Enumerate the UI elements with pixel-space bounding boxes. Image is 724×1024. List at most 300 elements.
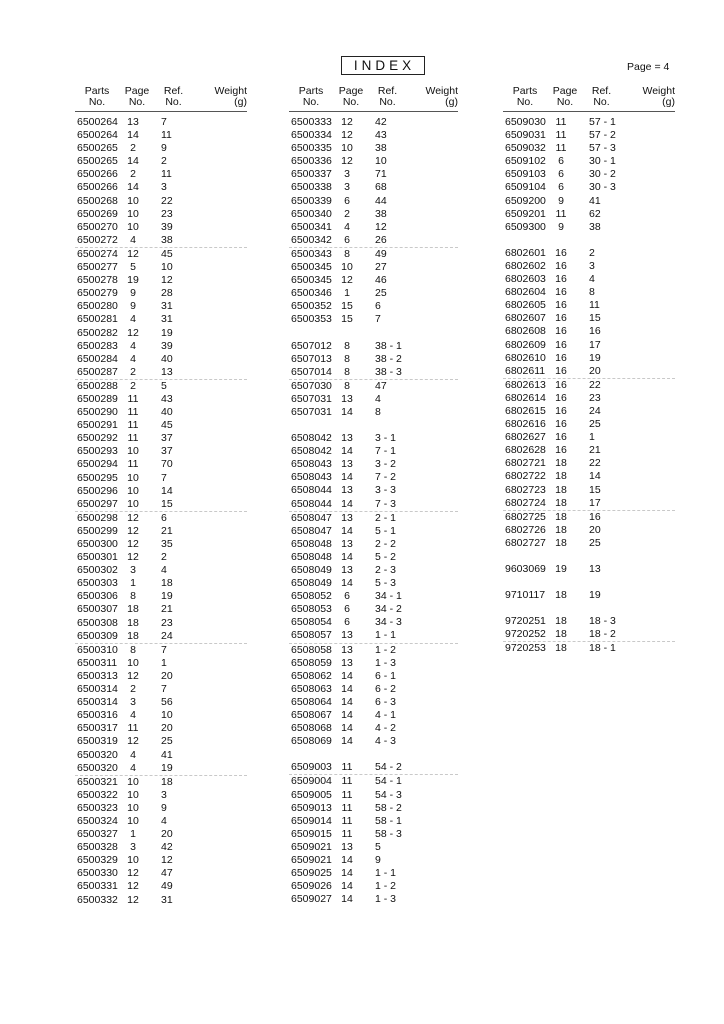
ref-number: 18 - 1 xyxy=(589,642,616,655)
page-number-cell: 8 xyxy=(130,643,136,656)
part-number: 6500290 xyxy=(77,406,118,419)
ref-number: 1 xyxy=(161,656,167,669)
page-number-cell: 18 xyxy=(555,628,567,641)
page-number-cell: 14 xyxy=(341,682,353,695)
page-number-cell: 4 xyxy=(130,233,136,246)
part-number: 6500268 xyxy=(77,194,118,207)
part-number: 6500342 xyxy=(291,233,332,246)
page-number-cell: 4 xyxy=(130,761,136,774)
index-row xyxy=(75,551,247,564)
part-number: 6500311 xyxy=(77,656,118,669)
ref-number: 31 xyxy=(161,300,173,313)
part-number: 6508059 xyxy=(291,656,332,669)
ref-number: 45 xyxy=(161,247,173,260)
index-row xyxy=(503,195,675,208)
ref-number: 8 xyxy=(375,405,381,418)
index-row xyxy=(503,457,675,470)
index-row xyxy=(289,867,458,880)
part-number: 6500323 xyxy=(77,801,118,814)
ref-number: 1 - 3 xyxy=(375,656,397,669)
part-number: 6500336 xyxy=(291,155,332,168)
header-weight: Weight (g) xyxy=(425,85,458,108)
ref-number: 25 xyxy=(375,287,387,300)
ref-number: 7 xyxy=(161,683,167,696)
index-row xyxy=(503,168,675,181)
index-row xyxy=(75,208,247,221)
part-number: 6509300 xyxy=(505,220,546,233)
ref-number: 4 - 3 xyxy=(375,735,397,748)
page-number-cell: 12 xyxy=(127,326,139,339)
page-number-cell: 4 xyxy=(130,748,136,761)
ref-number: 4 xyxy=(161,814,167,827)
index-row xyxy=(289,432,458,445)
index-row xyxy=(75,327,247,340)
index-row xyxy=(75,274,247,287)
page-number-cell: 14 xyxy=(341,735,353,748)
index-row xyxy=(503,260,675,273)
index-row xyxy=(75,841,247,854)
ref-number: 21 xyxy=(161,524,173,537)
ref-number: 1 - 3 xyxy=(375,893,397,906)
ref-number: 15 xyxy=(589,483,601,496)
index-row xyxy=(75,683,247,696)
ref-number: 71 xyxy=(375,168,387,181)
page-number-cell: 18 xyxy=(555,589,567,602)
index-row xyxy=(289,590,458,603)
part-number: 6500338 xyxy=(291,181,332,194)
part-number: 6508068 xyxy=(291,722,332,735)
page-number-cell: 12 xyxy=(127,511,139,524)
part-number: 6508062 xyxy=(291,669,332,682)
index-row xyxy=(503,352,675,365)
index-row xyxy=(75,485,247,498)
ref-number: 1 - 1 xyxy=(375,629,397,642)
ref-number: 16 xyxy=(589,325,601,338)
part-number: 6509004 xyxy=(291,775,332,788)
ref-number: 4 - 1 xyxy=(375,709,397,722)
page-number-cell: 10 xyxy=(127,656,139,669)
part-number: 6509003 xyxy=(291,761,332,774)
index-group xyxy=(289,116,458,247)
index-row xyxy=(75,300,247,313)
page-number-cell: 13 xyxy=(341,392,353,405)
index-row xyxy=(75,393,247,406)
part-number: 6500265 xyxy=(77,142,118,155)
page-number-cell: 14 xyxy=(127,155,139,168)
part-number: 6507012 xyxy=(291,339,332,352)
part-number: 6500303 xyxy=(77,577,118,590)
page-number-cell: 14 xyxy=(127,181,139,194)
page-number-cell: 12 xyxy=(127,247,139,260)
part-number: 6500292 xyxy=(77,432,118,445)
page-number-cell: 9 xyxy=(558,220,564,233)
page-number-cell: 16 xyxy=(555,391,567,404)
header-weight: Weight (g) xyxy=(642,85,675,108)
page-number-cell: 2 xyxy=(130,683,136,696)
ref-number: 23 xyxy=(589,391,601,404)
ref-number: 5 xyxy=(161,379,167,392)
index-row xyxy=(75,380,247,393)
index-title: INDEX xyxy=(341,56,425,75)
part-number: 6500291 xyxy=(77,419,118,432)
index-row xyxy=(503,365,675,378)
part-number: 6500320 xyxy=(77,748,118,761)
index-column-1 xyxy=(75,86,247,907)
page-number-cell: 13 xyxy=(341,511,353,524)
index-row xyxy=(75,854,247,867)
page-number-cell: 14 xyxy=(341,867,353,880)
ref-number: 42 xyxy=(375,116,387,128)
page-number-cell: 12 xyxy=(127,880,139,893)
index-row xyxy=(75,366,247,379)
index-row xyxy=(503,299,675,312)
ref-number: 11 xyxy=(589,299,600,312)
part-number: 6508048 xyxy=(291,550,332,563)
ref-number: 57 - 2 xyxy=(589,129,616,142)
ref-number: 4 xyxy=(161,564,167,577)
part-number: 9720251 xyxy=(505,615,546,628)
page-number-cell: 16 xyxy=(555,286,567,299)
page-number-cell: 12 xyxy=(341,129,353,142)
page-number-cell: 11 xyxy=(127,722,139,735)
part-number: 6500334 xyxy=(291,129,332,142)
page-number-cell: 12 xyxy=(127,735,139,748)
ref-number: 57 - 1 xyxy=(589,116,616,128)
page-number-cell: 2 xyxy=(344,207,350,220)
page-number-cell: 16 xyxy=(555,444,567,457)
part-number: 6509030 xyxy=(505,116,546,128)
header-parts-no: Parts No. xyxy=(84,85,110,108)
part-number: 6500265 xyxy=(77,155,118,168)
ref-number: 3 - 1 xyxy=(375,432,397,445)
page-number-cell: 8 xyxy=(344,352,350,365)
part-number: 6508063 xyxy=(291,682,332,695)
page-number-cell: 12 xyxy=(341,116,353,128)
index-row xyxy=(289,670,458,683)
index-row xyxy=(289,551,458,564)
index-row xyxy=(503,628,675,641)
page-number-cell: 13 xyxy=(341,656,353,669)
part-number: 6802614 xyxy=(505,391,546,404)
index-row xyxy=(75,472,247,485)
ref-number: 43 xyxy=(161,392,173,405)
ref-number: 6 xyxy=(161,511,167,524)
part-number: 6508044 xyxy=(291,497,332,510)
part-number: 6500302 xyxy=(77,564,118,577)
page-number-cell: 6 xyxy=(344,590,350,603)
page-number-cell: 11 xyxy=(555,142,567,155)
index-row xyxy=(503,273,675,286)
ref-number: 24 xyxy=(161,629,173,642)
part-number: 6508048 xyxy=(291,537,332,550)
index-group xyxy=(289,511,458,643)
ref-number: 6 xyxy=(375,300,381,313)
page-number-cell: 2 xyxy=(130,365,136,378)
ref-number: 38 - 2 xyxy=(375,352,402,365)
page-number-cell: 8 xyxy=(344,365,350,378)
ref-number: 2 - 3 xyxy=(375,564,397,576)
page-number-cell: 12 xyxy=(341,155,353,168)
index-row xyxy=(75,670,247,683)
page-number-cell: 3 xyxy=(130,841,136,854)
ref-number: 12 xyxy=(161,854,173,867)
ref-number: 14 xyxy=(161,484,173,497)
ref-number: 7 xyxy=(161,116,167,128)
ref-number: 45 xyxy=(161,419,173,432)
index-row xyxy=(75,498,247,511)
part-number: 6500310 xyxy=(77,643,118,656)
ref-number: 5 - 3 xyxy=(375,577,397,590)
index-row xyxy=(289,142,458,155)
index-row xyxy=(289,525,458,538)
ref-number: 16 xyxy=(589,510,601,523)
part-number: 6802607 xyxy=(505,312,546,325)
ref-number: 10 xyxy=(161,709,173,722)
ref-number: 20 xyxy=(589,523,601,536)
page-number-cell: 14 xyxy=(341,709,353,722)
page-number-cell: 16 xyxy=(555,246,567,259)
page-number-cell: 13 xyxy=(341,432,353,445)
index-row xyxy=(289,116,458,129)
page-number-cell: 14 xyxy=(341,853,353,866)
part-number: 6802603 xyxy=(505,273,546,286)
part-number: 6500316 xyxy=(77,709,118,722)
page-number-cell: 10 xyxy=(127,445,139,458)
index-row xyxy=(503,142,675,155)
ref-number: 10 xyxy=(375,155,387,168)
column-header xyxy=(503,86,675,112)
index-row xyxy=(75,564,247,577)
ref-number: 2 xyxy=(161,551,167,564)
ref-number: 7 xyxy=(375,313,381,326)
page-number-cell: 13 xyxy=(341,564,353,576)
index-row xyxy=(289,854,458,867)
part-number: 6500283 xyxy=(77,339,118,352)
part-number: 6508058 xyxy=(291,643,332,656)
index-row xyxy=(289,406,458,419)
page-number-cell: 13 xyxy=(341,458,353,471)
page-number-cell: 12 xyxy=(127,867,139,880)
index-row xyxy=(289,129,458,142)
page-number-cell: 3 xyxy=(344,168,350,181)
page-number-cell: 18 xyxy=(555,536,567,549)
ref-number: 25 xyxy=(589,536,601,549)
index-row xyxy=(503,589,675,602)
part-number: 6500289 xyxy=(77,392,118,405)
part-number: 6508043 xyxy=(291,471,332,484)
part-number: 6500266 xyxy=(77,181,118,194)
part-number: 9720253 xyxy=(505,642,546,655)
ref-number: 22 xyxy=(589,378,601,391)
ref-number: 18 xyxy=(161,775,173,788)
part-number: 6802628 xyxy=(505,444,546,457)
index-group xyxy=(289,432,458,511)
page-number-cell: 10 xyxy=(127,194,139,207)
index-row xyxy=(75,512,247,525)
part-number: 6507031 xyxy=(291,392,332,405)
index-group xyxy=(503,116,675,234)
ref-number: 49 xyxy=(375,247,387,260)
part-number: 6500270 xyxy=(77,220,118,233)
index-row xyxy=(75,340,247,353)
ref-number: 24 xyxy=(589,404,601,417)
index-row xyxy=(75,234,247,247)
index-row xyxy=(503,286,675,299)
part-number: 6507014 xyxy=(291,365,332,378)
page-number-cell: 11 xyxy=(127,419,139,432)
index-row xyxy=(75,815,247,828)
ref-number: 68 xyxy=(375,181,387,194)
part-number: 6500322 xyxy=(77,788,118,801)
index-row xyxy=(503,615,675,628)
index-group xyxy=(75,643,247,775)
ref-number: 62 xyxy=(589,207,601,220)
page-number-cell: 12 xyxy=(127,524,139,537)
ref-number: 38 xyxy=(375,142,387,155)
ref-number: 38 xyxy=(589,220,601,233)
part-number: 6500341 xyxy=(291,220,332,233)
part-number: 6500293 xyxy=(77,445,118,458)
index-row xyxy=(75,419,247,432)
index-row xyxy=(289,471,458,484)
ref-number: 17 xyxy=(589,496,601,509)
ref-number: 13 xyxy=(161,365,173,378)
part-number: 6500330 xyxy=(77,867,118,880)
page-number-cell: 8 xyxy=(130,590,136,603)
page-number-cell: 16 xyxy=(555,299,567,312)
page-number-cell: 11 xyxy=(555,116,567,128)
index-row xyxy=(75,617,247,630)
ref-number: 1 - 1 xyxy=(375,867,397,880)
part-number: 6509021 xyxy=(291,853,332,866)
index-row xyxy=(75,129,247,142)
header-page-no: Page No. xyxy=(124,85,150,108)
index-row xyxy=(289,248,458,261)
ref-number: 34 - 2 xyxy=(375,603,402,616)
index-row xyxy=(289,498,458,511)
index-row xyxy=(503,405,675,418)
page-number-cell: 12 xyxy=(127,551,139,564)
part-number: 6500321 xyxy=(77,775,118,788)
ref-number: 44 xyxy=(375,194,387,207)
part-number: 6509015 xyxy=(291,827,332,840)
index-row xyxy=(289,841,458,854)
page-number-cell: 10 xyxy=(127,220,139,233)
page-number-cell: 2 xyxy=(130,168,136,181)
index-row xyxy=(289,616,458,629)
index-row xyxy=(75,762,247,775)
ref-number: 21 xyxy=(161,603,173,616)
index-row xyxy=(75,155,247,168)
ref-number: 3 - 3 xyxy=(375,484,397,497)
page-number-cell: 11 xyxy=(341,775,353,788)
part-number: 6509201 xyxy=(505,207,546,220)
ref-number: 30 - 2 xyxy=(589,168,616,181)
part-number: 6802724 xyxy=(505,496,546,509)
ref-number: 8 xyxy=(589,286,595,299)
page-number-cell: 16 xyxy=(555,364,567,377)
page-number-cell: 10 xyxy=(127,471,139,484)
ref-number: 20 xyxy=(589,364,601,377)
index-group xyxy=(75,247,247,379)
page-number-cell: 18 xyxy=(555,510,567,523)
ref-number: 3 xyxy=(161,788,167,801)
index-row xyxy=(289,512,458,525)
index-row xyxy=(289,603,458,616)
part-number: 6500282 xyxy=(77,326,118,339)
part-number: 6507030 xyxy=(291,379,332,392)
page-number-cell: 3 xyxy=(130,564,136,577)
page-number-cell: 11 xyxy=(555,207,567,220)
page-number-cell: 14 xyxy=(341,577,353,590)
part-number: 6500352 xyxy=(291,300,332,313)
part-number: 6802725 xyxy=(505,510,546,523)
part-number: 6508049 xyxy=(291,577,332,590)
index-row xyxy=(503,444,675,457)
index-row xyxy=(75,538,247,551)
ref-number: 4 - 2 xyxy=(375,722,397,735)
page-number-cell: 13 xyxy=(341,629,353,642)
index-row xyxy=(289,761,458,774)
page-number-cell: 19 xyxy=(555,563,567,575)
ref-number: 46 xyxy=(375,274,387,287)
page-number-cell: 1 xyxy=(130,828,136,841)
index-row xyxy=(75,894,247,907)
page-number-cell: 18 xyxy=(127,629,139,642)
ref-number: 56 xyxy=(161,696,173,709)
ref-number: 37 xyxy=(161,432,173,445)
page-number-cell: 10 xyxy=(127,207,139,220)
part-number: 6500279 xyxy=(77,287,118,300)
part-number: 6500320 xyxy=(77,761,118,774)
page-number-cell: 8 xyxy=(344,379,350,392)
index-row xyxy=(289,893,458,906)
part-number: 6500345 xyxy=(291,261,332,274)
part-number: 6507013 xyxy=(291,352,332,365)
page-number: Page = 4 xyxy=(627,61,670,73)
index-row xyxy=(75,406,247,419)
index-row xyxy=(289,380,458,393)
index-row xyxy=(75,432,247,445)
page-number-cell: 16 xyxy=(555,312,567,325)
part-number: 6509013 xyxy=(291,801,332,814)
part-number: 6500340 xyxy=(291,207,332,220)
index-row xyxy=(289,696,458,709)
part-number: 6802608 xyxy=(505,325,546,338)
ref-number: 22 xyxy=(589,457,601,470)
page-number-cell: 9 xyxy=(130,300,136,313)
ref-number: 42 xyxy=(161,841,173,854)
index-row xyxy=(289,234,458,247)
ref-number: 9 xyxy=(161,801,167,814)
part-number: 6500272 xyxy=(77,233,118,246)
part-number: 6500307 xyxy=(77,603,118,616)
ref-number: 34 - 3 xyxy=(375,616,402,629)
index-row xyxy=(289,775,458,788)
page-number-cell: 6 xyxy=(344,603,350,616)
index-row xyxy=(75,168,247,181)
index-group xyxy=(75,775,247,907)
ref-number: 23 xyxy=(161,207,173,220)
ref-number: 30 - 1 xyxy=(589,155,616,168)
part-number: 6802627 xyxy=(505,431,546,444)
index-row xyxy=(503,431,675,444)
page-number-cell: 16 xyxy=(555,404,567,417)
part-number: 6508053 xyxy=(291,603,332,616)
header-ref-no: Ref. No. xyxy=(377,85,398,108)
ref-number: 49 xyxy=(161,880,173,893)
index-row xyxy=(289,287,458,300)
